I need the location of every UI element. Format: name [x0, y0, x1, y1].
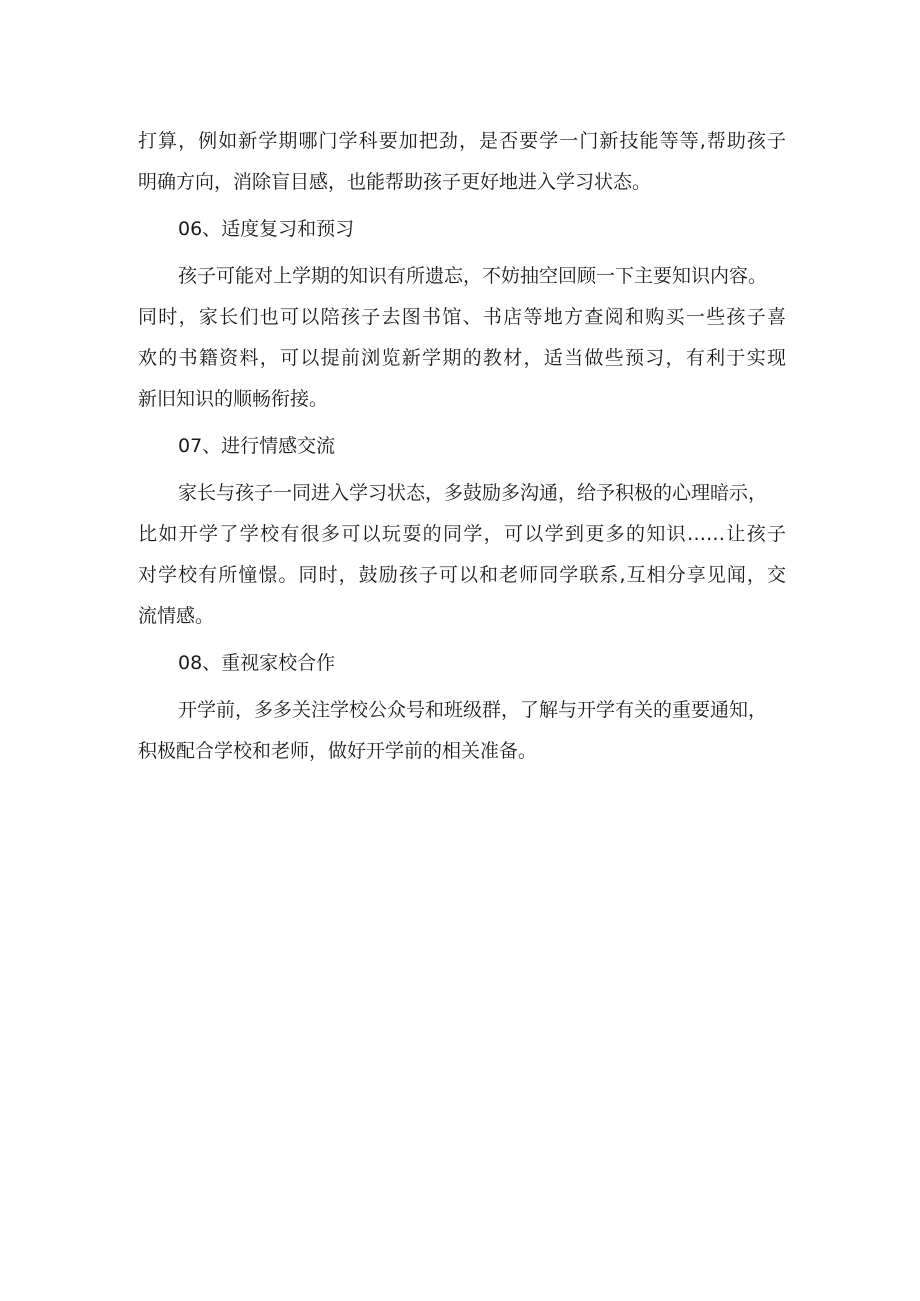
- document-body: [138, 121, 786, 772]
- paragraph-line: 明确方向，消除盲目感，也能帮助孩子更好地进入学习状态。: [138, 171, 652, 193]
- paragraph-line: 新旧知识的顺畅衔接。: [138, 388, 329, 410]
- section-heading: 08、重视家校合作: [178, 652, 336, 674]
- section-heading: 06、适度复习和预习: [178, 218, 355, 240]
- paragraph-line: 开学前，多多关注学校公众号和班级群，了解与开学有关的重要通知，: [178, 699, 768, 721]
- paragraph-line: 同时，家长们也可以陪孩子去图书馆、书店等地方查阅和购买一些孩子喜: [138, 306, 786, 328]
- paragraph-line: 孩子可能对上学期的知识有所遗忘，不妨抽空回顾一下主要知识内容。: [178, 265, 768, 287]
- section-06: [138, 209, 786, 420]
- paragraph-line: 对学校有所憧憬。同时，鼓励孩子可以和老师同学联系,互相分享见闻，交: [138, 564, 786, 586]
- paragraph-line: 欢的书籍资料，可以提前浏览新学期的教材，适当做些预习，有利于实现: [138, 347, 786, 369]
- section-07: [138, 426, 786, 637]
- paragraph-line: 打算，例如新学期哪门学科要加把劲，是否要学一门新技能等等,帮助孩子: [138, 130, 786, 152]
- paragraph-line: 家长与孩子一同进入学习状态，多鼓励多沟通，给予积极的心理暗示，: [178, 482, 768, 504]
- section-08: [138, 643, 786, 772]
- paragraph-line: 比如开学了学校有很多可以玩耍的同学，可以学到更多的知识……让孩子: [138, 523, 786, 545]
- paragraph-line: 积极配合学校和老师，做好开学前的相关准备。: [138, 740, 538, 762]
- section-heading: 07、进行情感交流: [178, 435, 336, 457]
- paragraph-line: 流情感。: [138, 605, 215, 627]
- paragraph-continuation: [138, 121, 786, 203]
